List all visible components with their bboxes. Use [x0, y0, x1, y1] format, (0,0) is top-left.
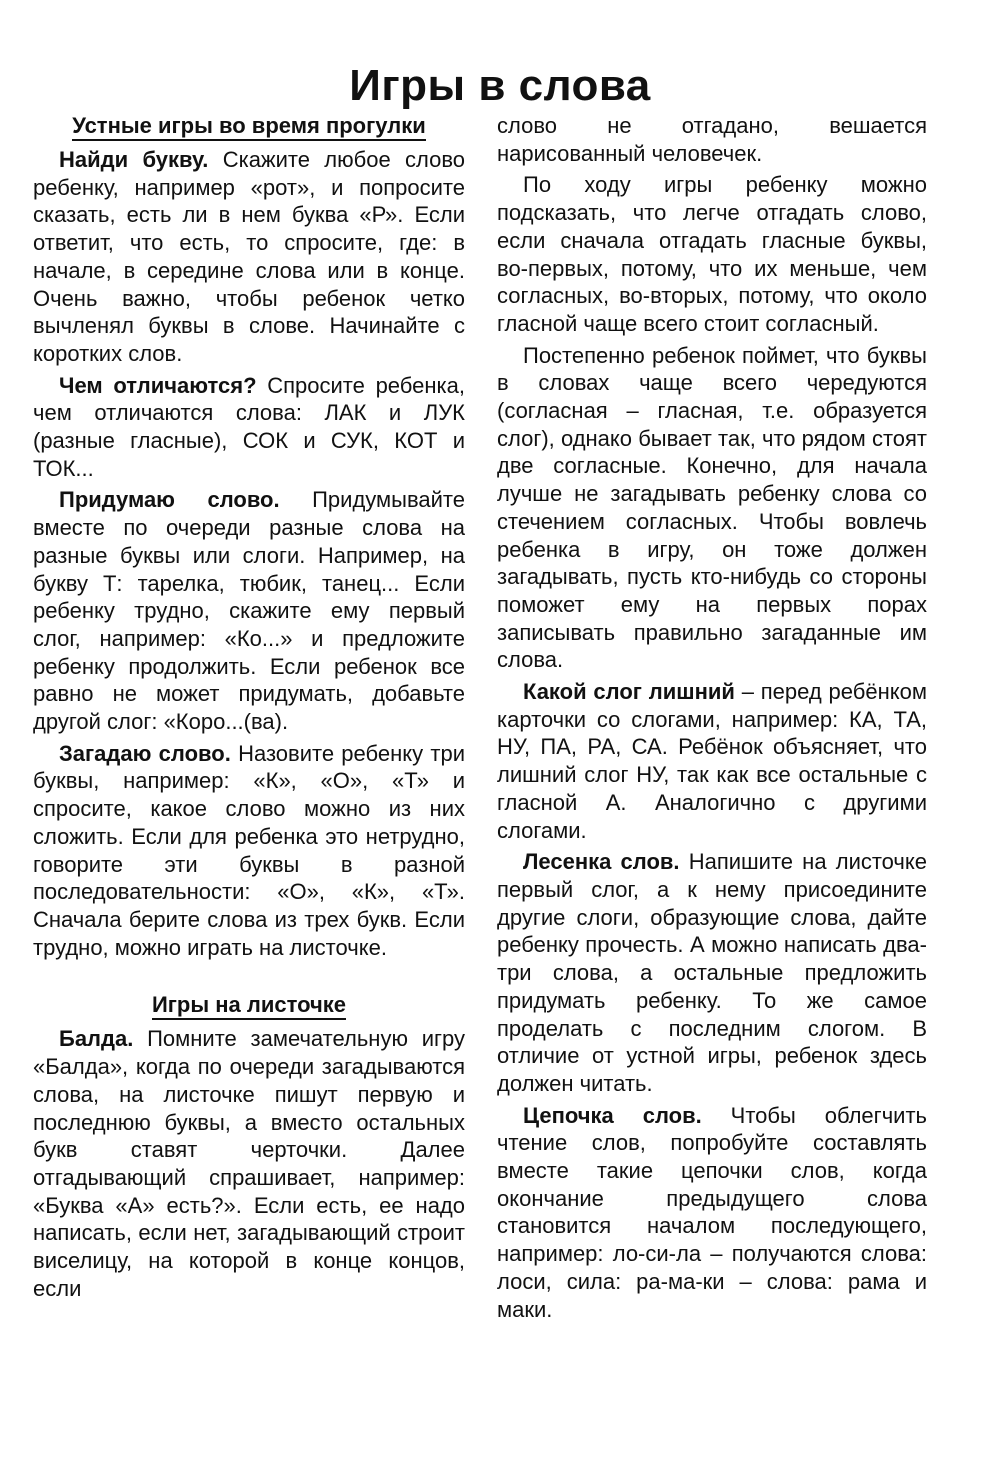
paragraph-gradually: Постепенно ребенок поймет, что буквы в словах чаще всего чередуются (согласная – гласная, т.е. образуется слог), однако бывает так, что рядом стоят две согласные. Конечно, для начала лучше не загадывать ребенку слова со стечением согласных. Чтобы вовлечь ребенка в игру, он тоже должен загадывать, пусть кто-нибудь со стороны поможет ему на первых порах записывать правильно загаданные им слова.: [497, 342, 927, 673]
paragraph-find-letter: Найди букву. Скажите любое слово ребенку, например «рот», и попросите сказать, есть ли в нем буква «Р». Если ответит, что есть, то спросите, где: в начале, в середине слова или в конце. Очень важно, чтобы ребенок четко вычленял буквы в слове. Начинайте с коротких слов.: [33, 147, 466, 366]
paragraph-hint: По ходу игры ребенку можно подсказать, что легче отгадать слово, если сначала отгадать гласные буквы, во-первых, потому, что их меньше, чем согласных, во-вторых, потому, что около гласной чаще всего стоит согласный.: [497, 172, 927, 336]
paragraph-invent-word: Придумаю слово. Придумывайте вместе по очереди разные слова на разные буквы или слоги. Например, на букву Т: тарелка, тюбик, танец... Если ребенку трудно, скажите ему первый слог, например: «Ко...» и предложите ребенку продолжить. Если ребенок все равно не может придумать, добавьте другой слог: «Коро...(ва).: [33, 487, 465, 735]
paragraph-lead: Балда.: [59, 1026, 134, 1052]
paragraph-word-ladder: Лесенка слов. Напишите на листочке первый слог, а к нему присоедините другие слоги, образующие слова, дайте ребенку прочесть. А можно написать два-три слова, а остальные предложить придумать ребенку. То же самое проделать с последним слогом. В отличие от устной игры, ребенок здесь должен читать.: [497, 849, 928, 1096]
paragraph-balda: Балда. Помните замечательную игру «Балда», когда по очереди загадываются слова, на листочке пишут первую и последнюю буквы, а вместо остальных букв ставят черточки. Далее отгадывающий спрашивает, например: «Буква «А» есть?». Если есть, ее надо написать, если нет, загадывающий строит виселицу, на которой в конце концов, если: [33, 1026, 465, 1301]
section-heading-paper-games: Игры на листочке: [33, 991, 465, 1019]
section-heading-oral-games: Устные игры во время прогулки: [33, 112, 465, 140]
paragraph-lead: Лесенка слов.: [523, 849, 680, 875]
paragraph-lead: Найди букву.: [59, 147, 209, 172]
paragraph-lead: Чем отличаются?: [59, 372, 257, 398]
paragraph-lead: Загадаю слово.: [59, 740, 231, 766]
paragraph-lead: Цепочка слов.: [523, 1102, 702, 1128]
paragraph-extra-syllable: Какой слог лишний – перед ребёнком карточки со слогами, например: КА, ТА, НУ, ПА, РА, СА. Ребёнок объясняет, что лишний слог НУ, так как все остальные с гласной А. Аналогично с другими слогами.: [497, 679, 927, 843]
page-title: Игры в слова: [349, 61, 651, 110]
paragraph-balda-continued: слово не отгадано, вешается нарисованный человечек.: [497, 113, 927, 166]
paragraph-differences: Чем отличаются? Спросите ребенка, чем отличаются слова: ЛАК и ЛУК (разные гласные), СОК и СУК, КОТ и ТОК...: [33, 372, 465, 481]
right-column: [497, 112, 927, 1327]
left-column: [33, 112, 465, 1306]
paragraph-lead: Какой слог лишний: [523, 679, 735, 705]
paragraph-lead: Придумаю слово.: [59, 487, 280, 513]
paragraph-guess-word: Загадаю слово. Назовите ребенку три буквы, например: «К», «О», «Т» и спросите, какое слово можно из них сложить. Если для ребенка это нетрудно, говорите эти буквы в разной последовательности: «О», «К», «Т». Сначала берите слова из трех букв. Если трудно, можно играть на листочке.: [33, 740, 465, 960]
paragraph-word-chain: Цепочка слов. Чтобы облегчить чтение слов, попробуйте составлять вместе такие цепочки слов, когда окончание предыдущего слова становится началом последующего, например: ло-си-ла – получаются слова: лоси, сила: ра-ма-ки – слова: рама и маки.: [497, 1102, 927, 1322]
